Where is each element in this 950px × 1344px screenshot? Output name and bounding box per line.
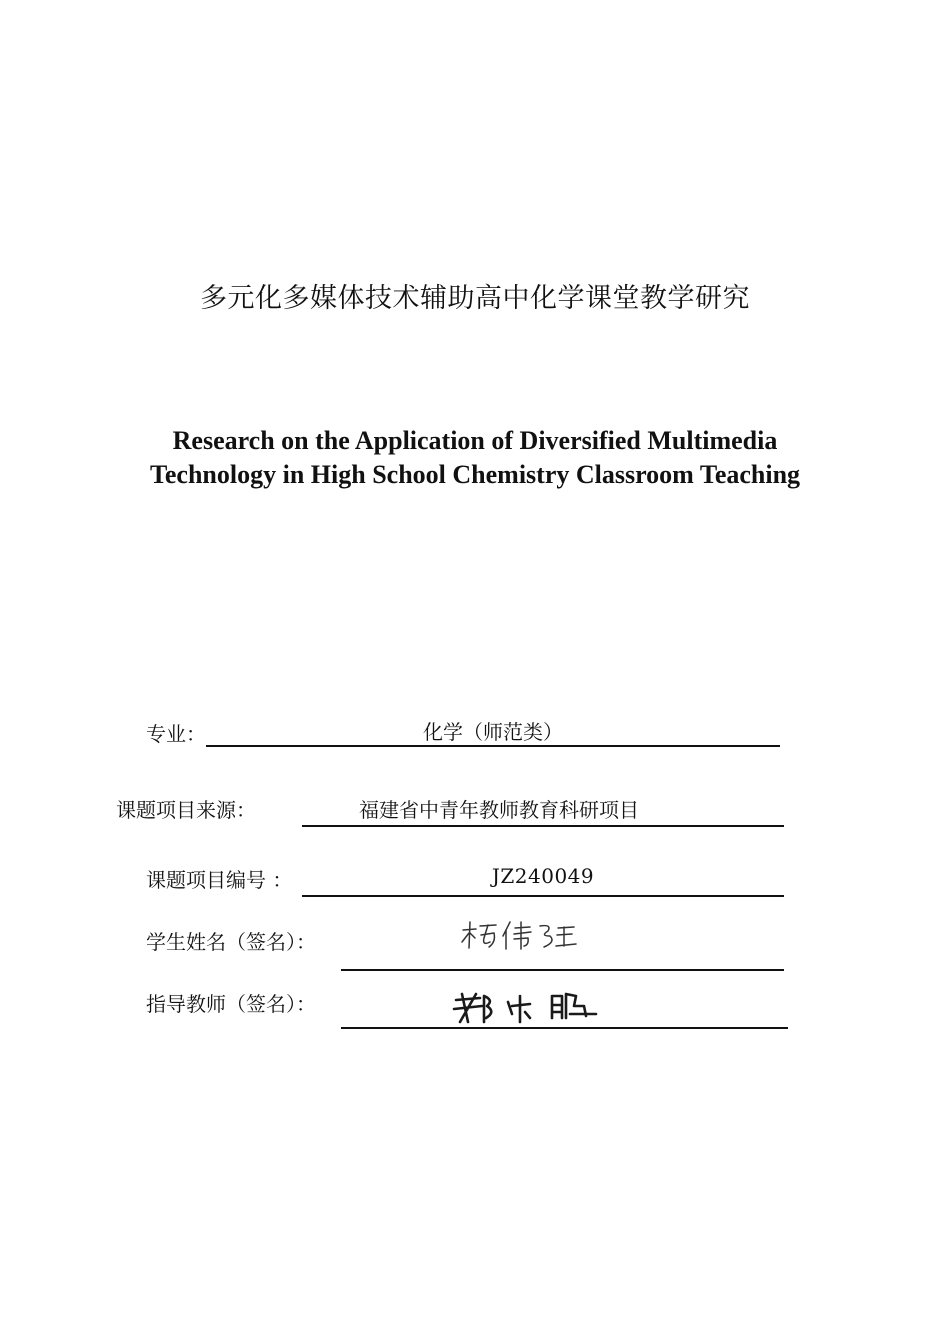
student-signature bbox=[460, 918, 585, 952]
project-source-underline bbox=[302, 825, 784, 827]
project-source-value: 福建省中青年教师教育科研项目 bbox=[359, 798, 639, 822]
major-underline bbox=[206, 745, 780, 747]
major-label: 专业： bbox=[146, 722, 206, 746]
thesis-title-english-line1: Research on the Application of Diversified Multimedia bbox=[172, 426, 778, 455]
advisor-name-label: 指导教师（签名）： bbox=[146, 992, 316, 1016]
thesis-title-english-line2: Technology in High School Chemistry Classroom Teaching bbox=[149, 460, 801, 489]
project-number-underline bbox=[302, 895, 784, 897]
advisor-signature-underline bbox=[341, 1027, 788, 1029]
thesis-title-chinese: 多元化多媒体技术辅助高中化学课堂教学研究 bbox=[200, 283, 750, 314]
project-number-value: JZ240049 bbox=[491, 864, 595, 888]
project-number-label: 课题项目编号 ： bbox=[146, 868, 293, 892]
thesis-title-english bbox=[0, 424, 950, 492]
student-signature-underline bbox=[341, 969, 784, 971]
student-name-label: 学生姓名（签名）： bbox=[146, 930, 316, 954]
advisor-signature bbox=[450, 988, 606, 1026]
project-source-label: 课题项目来源： bbox=[116, 798, 256, 822]
major-value: 化学（师范类） bbox=[423, 720, 563, 744]
